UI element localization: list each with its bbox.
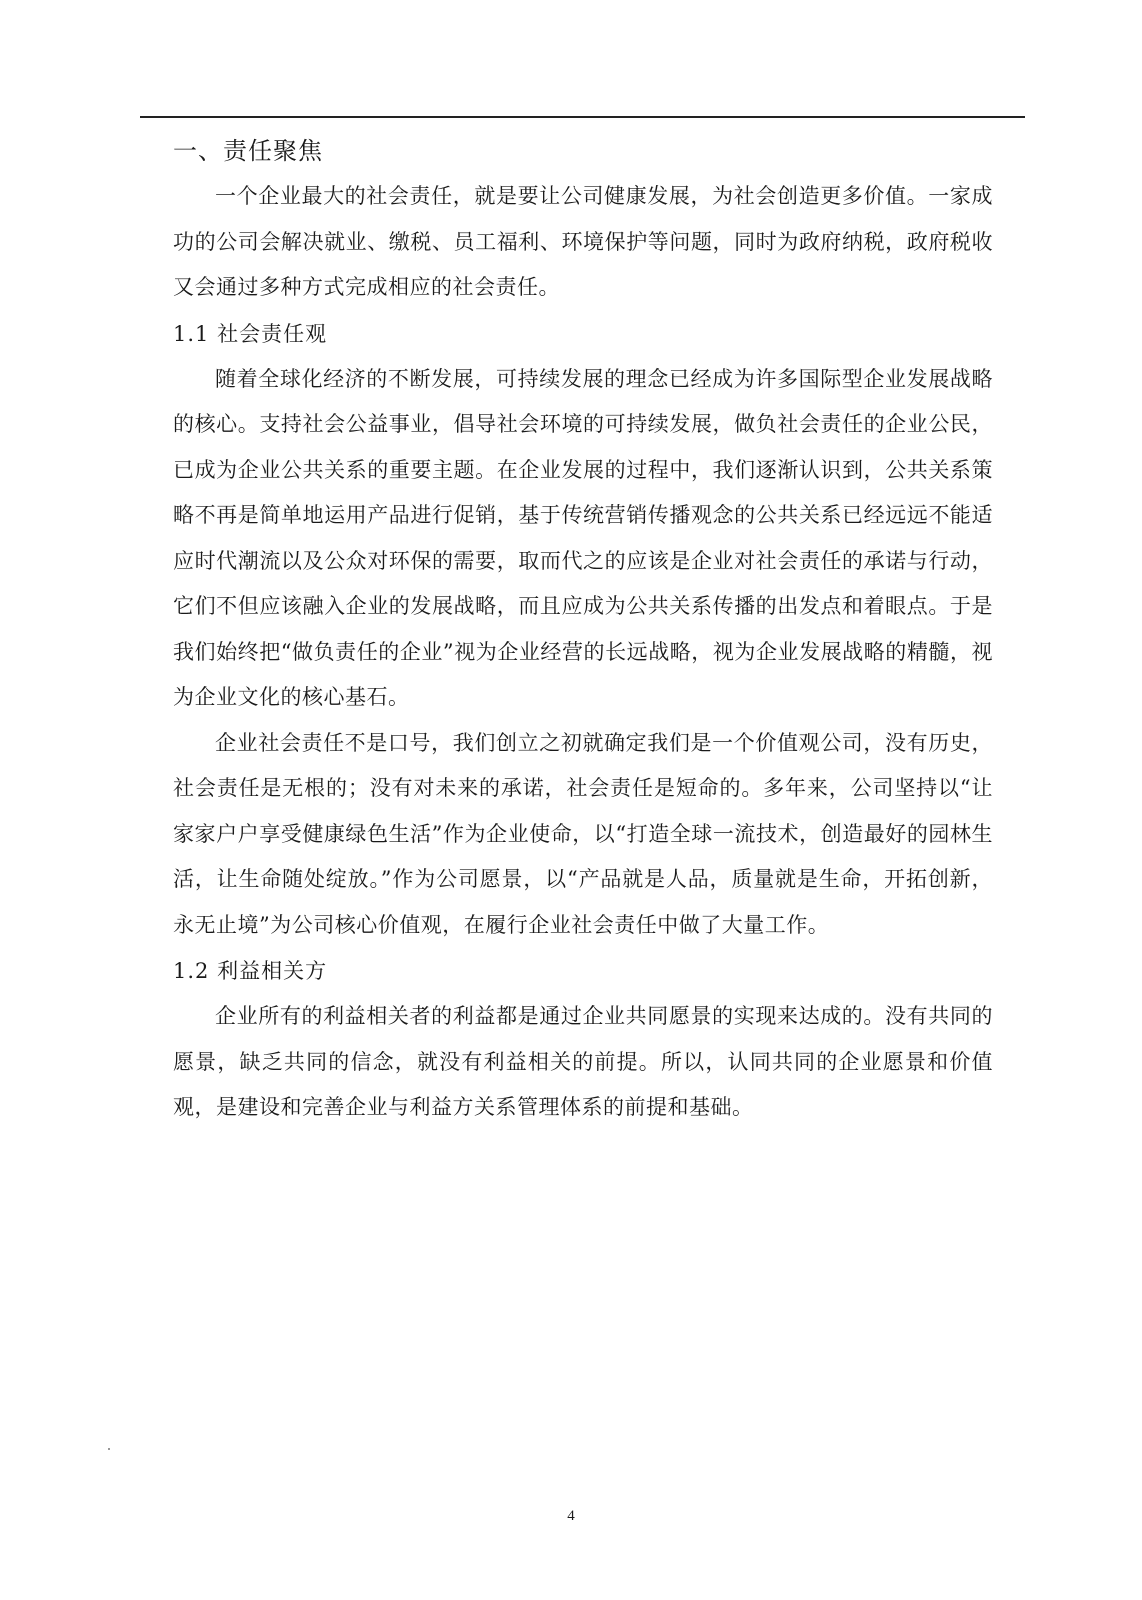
subsection-title-social-responsibility: 1.1 社会责任观: [173, 321, 328, 346]
social-responsibility-paragraph-2: 企业社会责任不是口号，我们创立之初就确定我们是一个价值观公司，没有历史，社会责任是无根的；没有对未来的承诺，社会责任是短命的。多年来，公司坚持以“让家家户户享受健康绿色生活”作为企业使命，以“打造全球一流技术，创造最好的园林生活，让生命随处绽放。”作为公司愿景，以“产品就是人品，质量就是生命，开拓创新，永无止境”为公司核心价值观，在履行企业社会责任中做了大量工作。: [173, 730, 993, 937]
page-content: [173, 130, 993, 1131]
stakeholders-paragraph: 企业所有的利益相关者的利益都是通过企业共同愿景的实现来达成的。没有共同的愿景，缺乏共同的信念，就没有利益相关的前提。所以，认同共同的企业愿景和价值观，是建设和完善企业与利益方关系管理体系的前提和基础。: [173, 1004, 993, 1119]
intro-paragraph: 一个企业最大的社会责任，就是要让公司健康发展，为社会创造更多价值。一家成功的公司会解决就业、缴税、员工福利、环境保护等问题，同时为政府纳税，政府税收又会通过多种方式完成相应的社会责任。: [173, 184, 993, 299]
header-rule: [140, 116, 1025, 118]
section-title: 一、责任聚焦: [173, 137, 323, 165]
scan-speck: [108, 1448, 110, 1450]
social-responsibility-paragraph-1: 随着全球化经济的不断发展，可持续发展的理念已经成为许多国际型企业发展战略的核心。支持社会公益事业，倡导社会环境的可持续发展，做负社会责任的企业公民，已成为企业公共关系的重要主题。在企业发展的过程中，我们逐渐认识到，公共关系策略不再是简单地运用产品进行促销，基于传统营销传播观念的公共关系已经远远不能适应时代潮流以及公众对环保的需要，取而代之的应该是企业对社会责任的承诺与行动，它们不但应该融入企业的发展战略，而且应成为公共关系传播的出发点和着眼点。于是我们始终把“做负责任的企业”视为企业经营的长远战略，视为企业发展战略的精髓，视为企业文化的核心基石。: [173, 366, 993, 709]
subsection-title-stakeholders: 1.2 利益相关方: [173, 959, 328, 983]
page-number: 4: [567, 1508, 575, 1524]
